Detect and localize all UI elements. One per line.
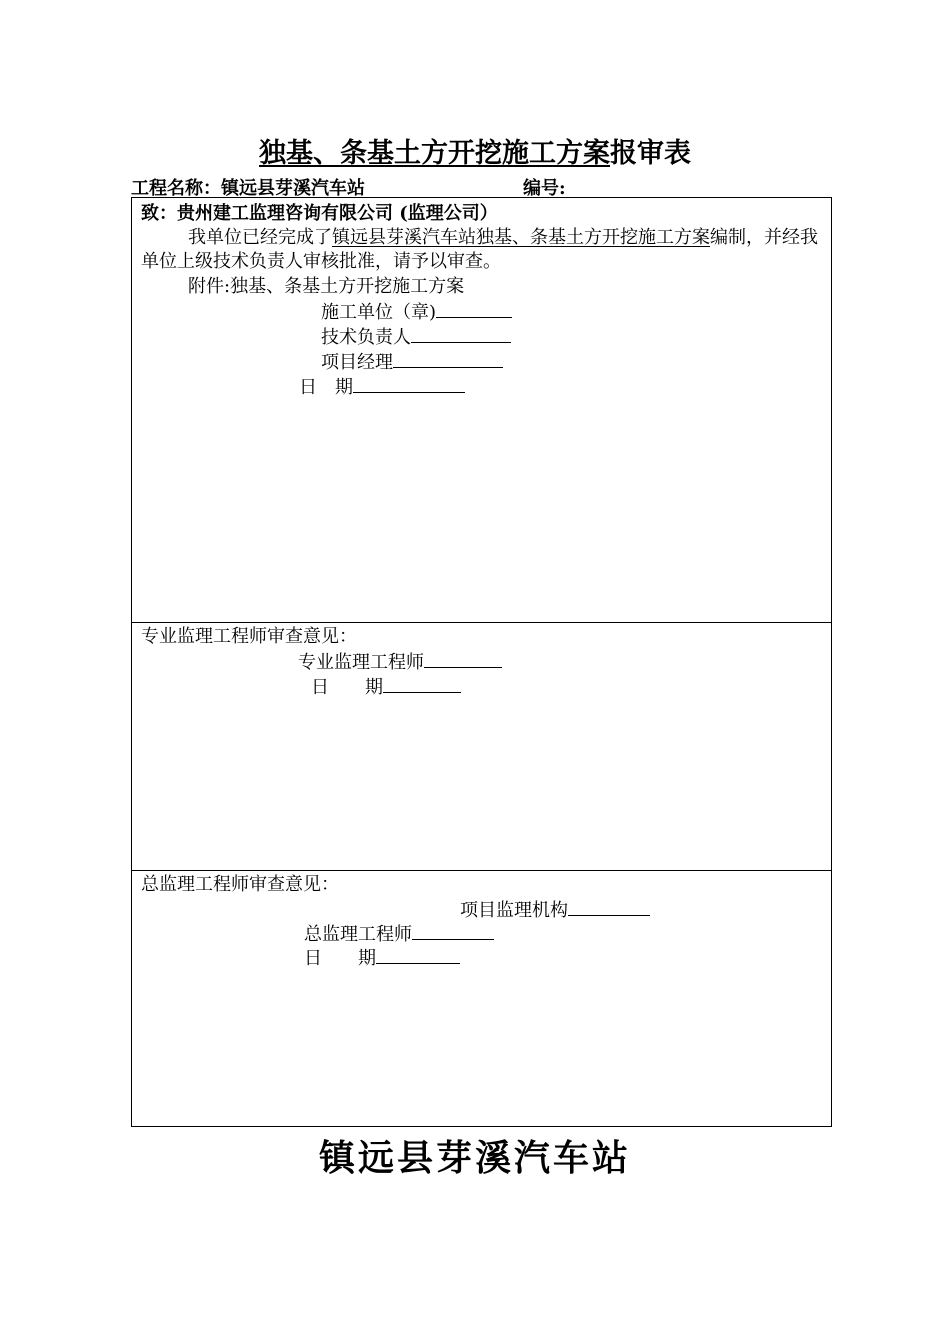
specialist-review-section: [132, 622, 831, 870]
document-title: [0, 131, 950, 170]
form-table: [131, 197, 832, 1127]
specialist-engineer-label: 专业监理工程师: [298, 652, 424, 673]
footer-organization: 镇远县芽溪汽车站: [318, 1137, 631, 1179]
construction-unit-signature: [321, 300, 512, 325]
submission-date-label: 日 期: [299, 377, 353, 398]
specialist-review-date-blank[interactable]: [383, 675, 461, 693]
chief-review-section: [132, 870, 831, 1126]
project-name-label: 工程名称：: [131, 178, 221, 199]
attachment-line: 附件:独基、条基土方开挖施工方案: [188, 276, 465, 297]
submission-date-blank[interactable]: [353, 375, 465, 393]
chief-engineer-label: 总监理工程师: [304, 924, 412, 945]
project-manager-label: 项目经理: [321, 352, 393, 373]
chief-review-heading: 总监理工程师审查意见：: [141, 874, 339, 895]
chief-engineer-signature: [304, 922, 494, 947]
addressee-line: 致：贵州建工监理咨询有限公司 (监理公司）: [141, 203, 498, 224]
chief-engineer-blank[interactable]: [412, 922, 494, 940]
project-manager-blank[interactable]: [393, 350, 503, 368]
tech-lead-signature: [321, 325, 511, 350]
submission-section: [132, 198, 831, 622]
tech-lead-label: 技术负责人: [321, 327, 411, 348]
project-manager-signature: [321, 350, 503, 375]
paragraph-project-plan: 镇远县芽溪汽车站独基、条基土方开挖施工方案: [332, 227, 710, 248]
specialist-review-date: [311, 675, 461, 700]
supervision-agency-signature: [460, 898, 650, 923]
document-title-main: 独基、条基土方开挖施工方案: [259, 138, 610, 169]
supervision-agency-label: 项目监理机构: [460, 900, 568, 921]
number-label: 编号:: [523, 178, 566, 199]
specialist-engineer-signature: [298, 650, 502, 675]
submission-paragraph: [141, 226, 827, 274]
chief-review-date-blank[interactable]: [376, 946, 460, 964]
paragraph-prefix: 我单位已经完成了: [188, 227, 332, 248]
submission-date: [299, 375, 465, 400]
supervision-agency-blank[interactable]: [568, 898, 650, 916]
construction-unit-blank[interactable]: [436, 300, 512, 318]
tech-lead-blank[interactable]: [411, 325, 511, 343]
paragraph-suffix: 编制，并经我单位上级技术负责人审核批准，请予以审查。: [141, 227, 818, 272]
project-name-value: 镇远县芽溪汽车站: [221, 178, 365, 199]
specialist-engineer-blank[interactable]: [424, 650, 502, 668]
construction-unit-label: 施工单位（章): [321, 302, 437, 323]
document-title-suffix: 报审表: [610, 138, 691, 169]
specialist-review-date-label: 日 期: [311, 677, 383, 698]
chief-review-date-label: 日 期: [304, 948, 376, 969]
chief-review-date: [304, 946, 460, 971]
specialist-review-heading: 专业监理工程师审查意见：: [141, 626, 357, 647]
